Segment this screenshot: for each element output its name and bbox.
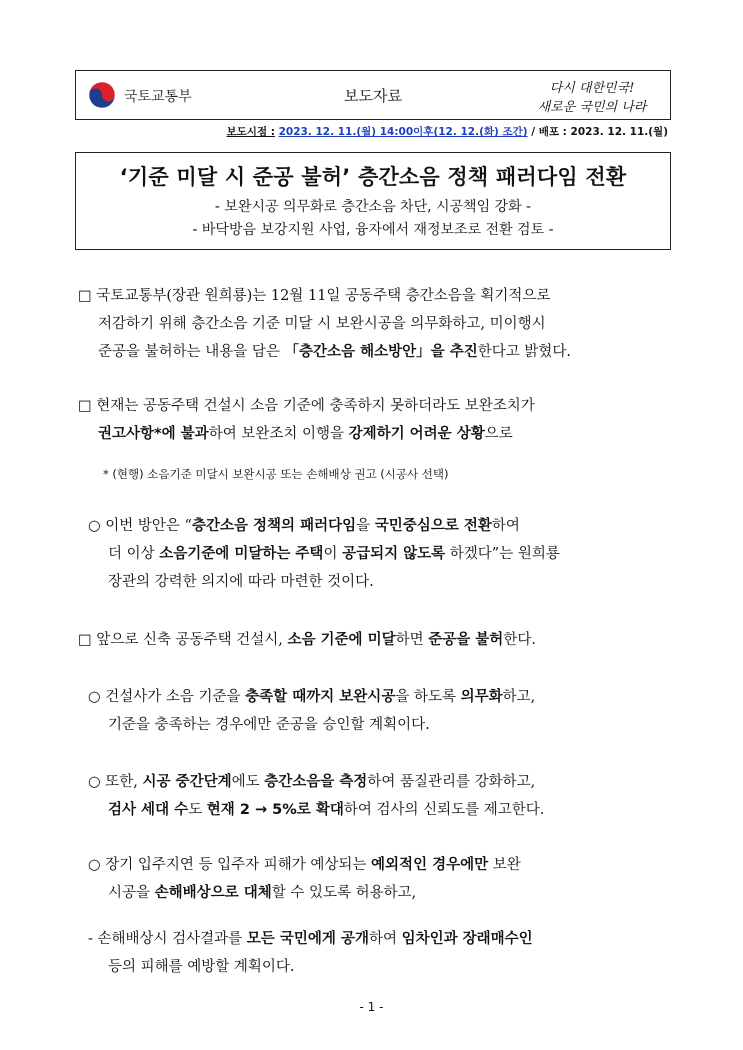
p7-l1b: 예외적인 경우에만 bbox=[371, 857, 489, 873]
p5-l1d: 의무화 bbox=[460, 689, 503, 705]
header-box bbox=[75, 70, 671, 120]
p3-l1d: 국민중심으로 전환 bbox=[374, 518, 492, 534]
p4-l1b: 소음 기준에 미달 bbox=[287, 632, 396, 648]
p2-line1: □ 현재는 공동주택 건설시 소음 기준에 충족하지 못하더라도 보완조치가 bbox=[78, 398, 535, 414]
p3-l2b: 소음기준에 미달하는 주택 bbox=[159, 546, 324, 562]
svg-text:다시 대한민국!: 다시 대한민국! bbox=[549, 81, 635, 96]
p6-l2a: 검사 세대 수 bbox=[108, 802, 189, 818]
paragraph-5 bbox=[88, 683, 686, 739]
p7-l2a: 시공을 bbox=[108, 885, 155, 901]
p1-line3 bbox=[78, 338, 676, 366]
p4-l1a: □ 앞으로 신축 공동주택 건설시, bbox=[78, 632, 288, 648]
p3-l2c: 이 bbox=[323, 546, 343, 562]
distribution-sep: / 배포 : bbox=[527, 126, 571, 138]
main-title: ‘기준 미달 시 준공 불허’ 층간소음 정책 패러다임 전환 bbox=[119, 165, 627, 189]
title-box bbox=[75, 152, 671, 250]
paragraph-3 bbox=[88, 512, 686, 596]
p6-l1c: 에도 bbox=[231, 774, 265, 790]
p1-l3b: 「층간소음 해소방안」을 추진 bbox=[284, 344, 478, 360]
p6-l2d: 하여 검사의 신뢰도를 제고한다. bbox=[343, 802, 545, 818]
p8-l1b: 모든 국민에게 공개 bbox=[246, 931, 369, 947]
p7-l1c: 보완 bbox=[488, 857, 521, 873]
p7-l2b: 손해배상으로 대체 bbox=[154, 885, 272, 901]
p4-l1d: 준공을 불허 bbox=[428, 632, 504, 648]
p3-l2a: 더 이상 bbox=[108, 546, 160, 562]
distribution-date: 2023. 12. 11.(월) bbox=[570, 126, 668, 138]
p2-l2d: 으로 bbox=[484, 426, 513, 442]
paragraph-6 bbox=[88, 768, 686, 824]
p8-l1a: - 손해배상시 검사결과를 bbox=[88, 931, 247, 947]
footnote: * (현행) 소음기준 미달시 보완시공 또는 손해배상 권고 (시공사 선택) bbox=[103, 467, 449, 481]
p5-l1e: 하고, bbox=[502, 689, 536, 705]
p5-l1c: 을 하도록 bbox=[395, 689, 461, 705]
p4-l1e: 한다. bbox=[503, 632, 536, 648]
svg-text:새로운 국민의 나라: 새로운 국민의 나라 bbox=[537, 100, 647, 115]
p8-line2: 등의 피해를 예방할 계획이다. bbox=[108, 959, 295, 975]
p3-l2d: 공급되지 않도록 bbox=[342, 546, 446, 562]
release-datetime: 2023. 12. 11.(월) 14:00이후(12. 12.(화) 조간) bbox=[278, 126, 528, 138]
release-label: 보도시점 : bbox=[226, 126, 275, 138]
release-info bbox=[227, 124, 668, 139]
p6-line1 bbox=[88, 768, 686, 796]
p6-l2b: 도 bbox=[188, 802, 207, 818]
p1-line2: 저감하기 위해 층간소음 기준 미달 시 보완시공을 의무화하고, 미이행시 bbox=[98, 316, 546, 332]
p1-l3c: 한다고 밝혔다. bbox=[477, 344, 571, 360]
p3-l1a: ○ 이번 방안은 “ bbox=[88, 518, 192, 534]
doc-type: 보도자료 bbox=[344, 87, 402, 105]
p8-l1d: 임차인과 장래매수인 bbox=[401, 931, 533, 947]
p2-l2c: 강제하기 어려운 상황 bbox=[348, 426, 485, 442]
p3-line3: 장관의 강력한 의지에 따라 마련한 것이다. bbox=[108, 574, 374, 590]
p6-line2 bbox=[88, 796, 686, 824]
p5-l1a: ○ 건설사가 소음 기준을 bbox=[88, 689, 246, 705]
p3-l1c: 을 bbox=[356, 518, 375, 534]
p3-l1e: 하여 bbox=[491, 518, 520, 534]
p7-line2 bbox=[88, 879, 686, 907]
p2-line2 bbox=[78, 420, 676, 448]
subtitle-1: - 보완시공 의무화로 층간소음 차단, 시공책임 강화 - bbox=[214, 199, 532, 215]
p4-line1 bbox=[78, 626, 676, 654]
p4-l1c: 하면 bbox=[395, 632, 429, 648]
p6-l1d: 층간소음을 측정 bbox=[264, 774, 368, 790]
p7-l2c: 할 수 있도록 허용하고, bbox=[271, 885, 417, 901]
p3-l2e: 하겠다”는 원희룡 bbox=[445, 546, 560, 562]
paragraph-8 bbox=[88, 925, 686, 981]
p3-line2 bbox=[88, 540, 686, 568]
ministry-name: 국토교통부 bbox=[124, 89, 192, 105]
p1-l3a: 준공을 불허하는 내용을 담은 bbox=[98, 344, 285, 360]
paragraph-2 bbox=[78, 392, 676, 448]
p6-l2c: 현재 2 → 5%로 확대 bbox=[206, 802, 344, 818]
p3-l1b: 층간소음 정책의 패러다임 bbox=[191, 518, 357, 534]
p2-l2a: 권고사항*에 불과 bbox=[98, 426, 209, 442]
paragraph-7 bbox=[88, 851, 686, 907]
p8-line1 bbox=[88, 925, 686, 953]
p6-l1a: ○ 또한, bbox=[88, 774, 143, 790]
p5-line2: 기준을 충족하는 경우에만 준공을 승인할 계획이다. bbox=[108, 717, 430, 733]
p5-line1 bbox=[88, 683, 686, 711]
paragraph-1 bbox=[78, 282, 676, 366]
slogan-calligraphy bbox=[522, 75, 662, 117]
p5-l1b: 충족할 때까지 보완시공 bbox=[245, 689, 396, 705]
paragraph-4 bbox=[78, 626, 676, 654]
p1-line1: □ 국토교통부(장관 원희룡)는 12월 11일 공동주택 층간소음을 획기적으로 bbox=[78, 288, 551, 304]
p7-line1 bbox=[88, 851, 686, 879]
p6-l1b: 시공 중간단계 bbox=[142, 774, 232, 790]
p7-l1a: ○ 장기 입주지연 등 입주자 피해가 예상되는 bbox=[88, 857, 372, 873]
page-number: - 1 - bbox=[359, 1000, 384, 1014]
p6-l1e: 하여 품질관리를 강화하고, bbox=[367, 774, 536, 790]
p2-l2b: 하여 보완조치 이행을 bbox=[208, 426, 349, 442]
p3-line1 bbox=[88, 512, 686, 540]
p8-l1c: 하여 bbox=[368, 931, 402, 947]
subtitle-2: - 바닥방음 보강지원 사업, 융자에서 재정보조로 전환 검토 - bbox=[192, 222, 554, 238]
